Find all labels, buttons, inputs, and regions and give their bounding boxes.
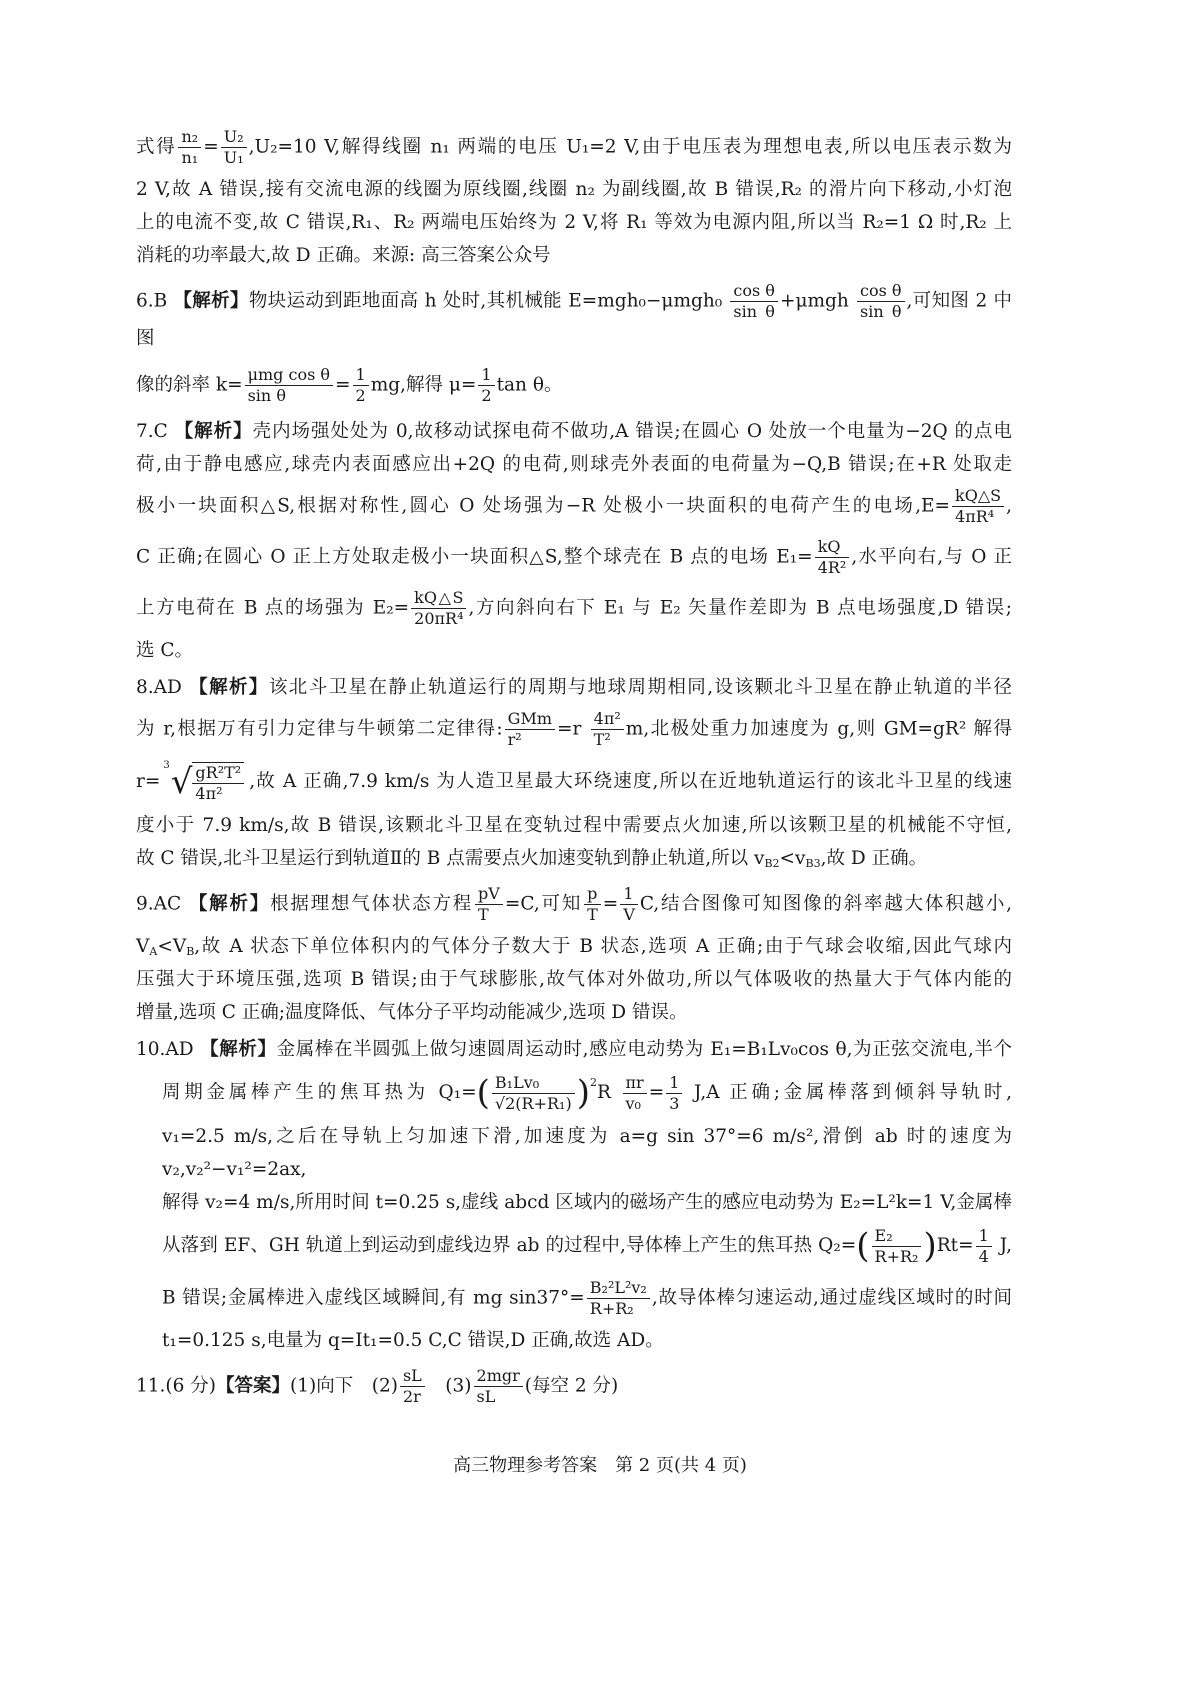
denominator: 4R²	[817, 558, 847, 577]
text-line	[136, 1120, 1012, 1186]
denominator: 20πR⁴	[414, 609, 464, 628]
numerator: n₂	[178, 127, 201, 148]
fraction	[192, 762, 244, 804]
text-run: ,故 D 正确。	[820, 848, 928, 869]
text-run: ,故 A 状态下单位体积内的气体分子数大于 B 状态,选项 A 正确;由于气球会收缩,因此气球内	[194, 936, 1012, 957]
text-run: C,结合图像可知图像的斜率越大体积越小,	[639, 893, 1012, 915]
numerator: πr	[623, 1073, 647, 1094]
denominator: 3	[669, 1093, 680, 1113]
denominator: r²	[507, 730, 522, 749]
text-run: 式得	[136, 136, 177, 158]
text-run: =	[602, 893, 619, 915]
section-label: 【解析】	[200, 1039, 277, 1060]
denominator: v₀	[625, 1093, 641, 1113]
text-line	[136, 360, 1012, 411]
denominator: 2r	[402, 1387, 421, 1406]
numerator: 1	[976, 1226, 992, 1247]
denominator: T²	[593, 730, 611, 749]
denominator: sL	[476, 1387, 496, 1406]
denominator: √2(R+R₁)	[494, 1093, 572, 1113]
text-line	[136, 996, 1012, 1029]
denominator: V	[623, 905, 635, 924]
text-line	[136, 239, 1012, 272]
text-run: ,U₂=10 V,解得线圈 n₁ 两端的电压 U₁=2 V,由于电压表为理想电表,所以电压表示数为	[248, 136, 1012, 158]
text-run: 荷,由于静电感应,球壳内表面感应出+2Q 的电荷,则球壳外表面的电荷量为−Q,B 错误;在+R 处取走	[136, 454, 1012, 475]
denominator: 4πR⁴	[955, 507, 995, 526]
text-line	[136, 173, 1012, 206]
text-run: 增量,选项 C 正确;温度降低、气体分子平均动能减少,选项 D 错误。	[136, 1002, 688, 1023]
numerator: 1	[620, 884, 638, 905]
text-run: r=	[136, 771, 161, 792]
text-line	[136, 842, 1012, 875]
text-run: ,故导体棒匀速运动,通过虚线区域时的时间	[651, 1287, 1013, 1309]
fraction	[353, 365, 369, 406]
text-line	[136, 122, 1012, 173]
fraction	[591, 709, 624, 750]
text-run: 7.C	[136, 421, 175, 442]
text-run: C 正确;在圆心 O 正上方处取走极小一块面积△S,整个球壳在 B 点的电场 E₁=	[136, 546, 813, 568]
fraction	[492, 1073, 575, 1114]
text-run: 解得 v₂=4 m/s,所用时间 t=0.25 s,虚线 abcd 区域内的磁场产生的感应电动势为 E₂=L²k=1 V,金属棒	[162, 1192, 1012, 1213]
text-run: 像的斜率 k=	[136, 374, 243, 396]
numerator: 4π²	[591, 709, 624, 730]
numerator: B₂²L²v₂	[587, 1278, 650, 1299]
answer-item	[136, 1033, 1012, 1357]
numerator: gR²T²	[192, 763, 244, 784]
text-line	[136, 1324, 1012, 1357]
text-run: +μmgh	[779, 290, 855, 312]
text-run: 故 C 错误,北斗卫星运行到轨道Ⅱ的 B 点需要点火加速变轨到静止轨道,所以 v	[136, 848, 765, 869]
section-label: 【解析】	[173, 290, 249, 312]
denominator: T	[478, 905, 489, 924]
text-line	[136, 1219, 1012, 1273]
text-run: <V	[157, 936, 187, 957]
subscript: B2	[764, 857, 780, 870]
text-line	[136, 206, 1012, 239]
text-line	[136, 1066, 1012, 1120]
text-line	[136, 963, 1012, 996]
denominator: sin θ	[733, 302, 775, 321]
text-run: (1)向下 (2)	[290, 1375, 398, 1397]
text-line	[136, 1033, 1012, 1066]
denominator: 4	[978, 1246, 989, 1266]
superscript: 2	[589, 1076, 597, 1089]
text-run: 8.AD	[136, 677, 190, 698]
text-run: 11.(6 分)	[136, 1375, 217, 1397]
text-run: ,可知图 2 中图	[136, 290, 1012, 349]
text-run: mg,解得 μ=	[370, 374, 477, 396]
answer-document	[136, 0, 1012, 1412]
fraction	[872, 1226, 922, 1267]
text-line	[136, 532, 1012, 583]
numerator: E₂	[872, 1226, 922, 1247]
text-run: 极小一块面积△S,根据对称性,圆心 O 处场强为−R 处极小一块面积的电荷产生的电场,E=	[136, 495, 951, 517]
answer-item	[136, 122, 1012, 272]
fraction	[815, 537, 850, 578]
radical-sign: √	[170, 762, 193, 802]
text-run: 该北斗卫星在静止轨道运行的周期与地球周期相同,设该颗北斗卫星在静止轨道的半径	[268, 677, 1012, 698]
section-label: 【解析】	[174, 421, 253, 442]
text-run: B 错误;金属棒进入虚线区域瞬间,有 mg sin37°=	[162, 1287, 585, 1309]
answer-item	[136, 276, 1012, 411]
text-run: Rt=	[936, 1235, 974, 1256]
answer-item	[136, 879, 1012, 1029]
fraction	[587, 1278, 650, 1319]
text-line	[136, 1273, 1012, 1324]
answer-item	[136, 415, 1012, 667]
denominator: U₁	[223, 148, 244, 167]
denominator: R+R₂	[589, 1299, 634, 1318]
denominator: 2	[481, 386, 492, 405]
text-run: ,	[1006, 495, 1012, 517]
section-label: 【解析】	[189, 677, 269, 698]
fraction	[730, 281, 778, 322]
numerator: pV	[475, 884, 503, 905]
text-run: (3)	[426, 1375, 472, 1397]
answer-item	[136, 671, 1012, 875]
fraction	[475, 884, 503, 925]
numerator: GMm	[505, 709, 555, 730]
text-run: 消耗的功率最大,故 D 正确。来源: 高三答案公众号	[136, 245, 551, 266]
subscript: B	[186, 945, 195, 958]
text-line	[136, 415, 1012, 448]
numerator: 1	[478, 365, 494, 386]
subscript: A	[149, 945, 158, 958]
text-line	[136, 879, 1012, 930]
text-run: 选 C。	[136, 640, 194, 661]
text-run: 6.B	[136, 290, 174, 312]
fraction	[400, 1366, 425, 1407]
fraction	[474, 1366, 523, 1407]
text-run: 金属棒在半圆弧上做匀速圆周运动时,感应电动势为 E₁=B₁Lv₀cos θ,为正弦交流电,半个	[276, 1039, 1012, 1060]
text-run: ,方向斜向右下 E₁ 与 E₂ 矢量作差即为 B 点电场强度,D 错误;	[468, 597, 1012, 619]
text-run: =	[335, 374, 351, 396]
fraction	[411, 588, 466, 629]
text-line	[136, 755, 1012, 809]
fraction	[952, 486, 1004, 527]
numerator: cos θ	[730, 281, 778, 302]
text-line	[136, 634, 1012, 667]
text-run: =	[648, 1082, 665, 1103]
numerator: 1	[666, 1073, 682, 1094]
text-run: t₁=0.125 s,电量为 q=It₁=0.5 C,C 错误,D 正确,故选 AD。	[162, 1330, 664, 1351]
fraction	[178, 127, 201, 168]
text-run: ,故 A 正确,7.9 km/s 为人造卫星最大环绕速度,所以在近地轨道运行的该北斗卫星的线速	[249, 771, 1012, 792]
denominator: R+R₂	[874, 1246, 919, 1266]
text-line	[136, 448, 1012, 481]
text-run: 壳内场强处处为 0,故移动试探电荷不做功,A 错误;在圆心 O 处放一个电量为−2Q 的点电	[252, 421, 1012, 442]
text-line	[136, 704, 1012, 755]
text-run: 10.AD	[136, 1039, 201, 1060]
text-line	[136, 1361, 1012, 1412]
root-index: 3	[163, 760, 170, 771]
text-run: 周期金属棒产生的焦耳热为 Q₁=	[162, 1082, 477, 1103]
numerator: B₁Lv₀	[492, 1073, 575, 1094]
text-line	[136, 930, 1012, 963]
numerator: cos θ	[857, 281, 905, 302]
text-run: J,A 正确;金属棒落到倾斜导轨时,	[684, 1082, 1013, 1103]
text-run: ,水平向右,与 O 正	[851, 546, 1012, 568]
text-run: 上的电流不变,故 C 错误,R₁、R₂ 两端电压始终为 2 V,将 R₁ 等效为电源内阻,所以当 R₂=1 Ω 时,R₂ 上	[136, 212, 1012, 233]
text-line	[136, 583, 1012, 634]
numerator: 2mgr	[474, 1366, 523, 1387]
denominator: 4π²	[195, 784, 223, 803]
text-run: R	[596, 1082, 621, 1103]
answer-item	[136, 1361, 1012, 1412]
text-run: v₁=2.5 m/s,之后在导轨上匀加速下滑,加速度为 a=g sin 37°=6 m/s²,滑倒 ab 时的速度为 v₂,v₂²−v₁²=2ax,	[162, 1126, 1012, 1180]
text-run: =C,可知	[504, 893, 583, 915]
text-run: 根据理想气体状态方程	[270, 893, 474, 915]
text-line	[136, 481, 1012, 532]
numerator: sL	[400, 1366, 425, 1387]
large-parenthesis: (	[476, 1073, 490, 1113]
numerator: U₂	[221, 127, 247, 148]
section-label: 【解析】	[188, 893, 271, 915]
fraction	[857, 281, 905, 322]
text-run: 上方电荷在 B 点的场强为 E₂=	[136, 597, 410, 619]
denominator: sin θ	[859, 302, 902, 321]
text-run: 从落到 EF、GH 轨道上到运动到虚线边界 ab 的过程中,导体棒上产生的焦耳热 Q₂=	[162, 1235, 857, 1256]
text-line	[136, 671, 1012, 704]
numerator: kQ△S	[411, 588, 466, 609]
text-run: V	[136, 936, 150, 957]
text-run: 物块运动到距地面高 h 处时,其机械能 E=mgh₀−μmgh₀	[248, 290, 729, 312]
text-run: 2 V,故 A 错误,接有交流电源的线圈为原线圈,线圈 n₂ 为副线圈,故 B 错误,R₂ 的滑片向下移动,小灯泡	[136, 179, 1012, 200]
numerator: kQ	[815, 537, 850, 558]
numerator: kQ△S	[952, 486, 1004, 507]
fraction	[245, 365, 333, 406]
cube-root	[163, 760, 246, 804]
text-line	[136, 1186, 1012, 1219]
fraction	[221, 127, 247, 168]
denominator: n₁	[181, 148, 199, 167]
text-run: tan θ。	[496, 374, 563, 396]
large-parenthesis: )	[923, 1226, 937, 1266]
page-footer: 高三物理参考答案 第 2 页(共 4 页)	[453, 1455, 747, 1476]
denominator: sin θ	[247, 386, 286, 405]
numerator: 1	[353, 365, 369, 386]
fraction	[620, 884, 638, 925]
fraction	[505, 709, 555, 750]
numerator: μmg cos θ	[245, 365, 333, 386]
fraction	[623, 1073, 647, 1114]
fraction	[584, 884, 601, 925]
text-run: <v	[779, 848, 806, 869]
subscript: B3	[805, 857, 821, 870]
fraction	[478, 365, 494, 406]
large-parenthesis: (	[856, 1226, 870, 1266]
text-run: =	[203, 136, 219, 158]
fraction	[666, 1073, 682, 1114]
text-run: J,	[993, 1235, 1013, 1256]
text-line	[136, 276, 1012, 360]
denominator: T	[587, 905, 598, 924]
denominator: 2	[355, 386, 366, 405]
text-run: 为 r,根据万有引力定律与牛顿第二定律得:	[136, 718, 503, 740]
numerator: p	[584, 884, 601, 905]
large-parenthesis: )	[576, 1073, 590, 1113]
text-run: 9.AC	[136, 893, 189, 915]
text-run: 度小于 7.9 km/s,故 B 错误,该颗北斗卫星在变轨过程中需要点火加速,所以该颗卫星的机械能不守恒,	[136, 815, 1012, 836]
text-run: m,北极处重力加速度为 g,则 GM=gR² 解得	[625, 718, 1013, 740]
text-line	[136, 809, 1012, 842]
text-run: =r	[557, 718, 589, 740]
text-run: 压强大于环境压强,选项 B 错误;由于气球膨胀,故气体对外做功,所以气体吸收的热量大于气体内能的	[136, 969, 1012, 990]
text-run: (每空 2 分)	[524, 1375, 619, 1397]
section-label: 【答案】	[216, 1375, 291, 1397]
fraction	[976, 1226, 992, 1267]
